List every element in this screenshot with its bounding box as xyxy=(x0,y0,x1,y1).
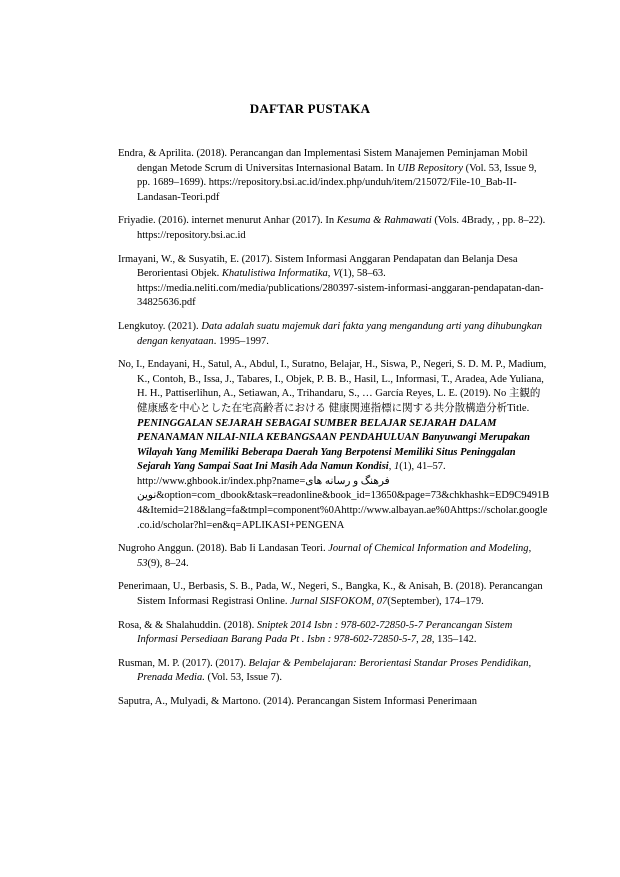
ref-source: UIB Repository xyxy=(397,162,464,174)
ref-text: , xyxy=(416,634,422,646)
ref-source: Khatulistiwa Informatika xyxy=(221,268,328,280)
reference-entry xyxy=(118,580,550,609)
ref-text: Lengkutoy. (2021). xyxy=(118,320,202,332)
reference-entry xyxy=(118,695,550,710)
ref-text: (September), 174–179. xyxy=(387,596,484,608)
ref-volume: 07 xyxy=(376,596,388,608)
ref-volume: 1 xyxy=(393,461,400,473)
ref-text: (Vol. 53, Issue 9, pp. 1689–1699). https://repository.bsi.ac.id/index.php/unduh/item/215072/File-10_Bab-II-Landasan-Teori.pdf xyxy=(137,162,537,203)
ref-source: Jurnal SISFOKOM xyxy=(290,596,372,608)
page-title: DAFTAR PUSTAKA xyxy=(249,101,371,116)
ref-text: (1), 41–57. http://www.ghbook.ir/index.php?name=فرهنگ و رسانه های نوین&option=com_dbook&task=readonline&book_id=13650&page=73&chkhashk=ED9C9491B4&Itemid=218&lang=fa&tmpl=component%0Ahttp://www.albayan.ae%0Ahttps://scholar.google.co.id/scholar?hl=en&q=APLIKASI+PENGENA xyxy=(137,461,550,531)
ref-text: , xyxy=(388,461,394,473)
ref-volume: 53 xyxy=(137,557,148,569)
ref-text: (1), 58–63. https://media.neliti.com/media/publications/280397-sistem-informasi-anggaran-pendapatan-dan-34825636.pdf xyxy=(137,268,544,309)
ref-text: No, I., Endayani, H., Satul, A., Abdul, I., Suratno, Belajar, H., Siswa, P., Negeri, S. D. M. P., Madium, K., Contoh, B., Issa, J., Tabares, I., Objek, P. B. B., Hasil, L., Informasi, T., Aradea, Ade Yuliana, H. H., Pattiserlihun, A., Setiawan, A., Trihandaru, S., … García Reyes, L. E. (2019). No 主観的健康感を中心とした在宅高齢者における 健康関連指標に関する共分散構造分析Title. xyxy=(118,359,547,414)
reference-entry xyxy=(118,320,550,349)
ref-source: Kesuma & Rahmawati xyxy=(336,215,432,227)
ref-text: Rosa, & & Shalahuddin. (2018). xyxy=(118,619,257,631)
ref-text: Irmayani, W., & Susyatih, E. (2017). Sistem Informasi Anggaran Pendapatan dan Belanja Desa Berorientasi Objek. xyxy=(118,253,518,280)
ref-volume: 28 xyxy=(421,634,432,646)
ref-text: Friyadie. (2016). internet menurut Anhar (2017). In xyxy=(118,215,337,227)
ref-text: (9), 8–24. xyxy=(147,557,189,569)
ref-source: Sniptek 2014 Isbn : 978-602-72850-5-7 Perancangan Sistem Informasi Persediaan Barang Pada Pt . Isbn : 978-602-72850-5-7 xyxy=(137,619,513,646)
ref-text: Rusman, M. P. (2017). (2017). xyxy=(118,657,249,669)
ref-source: Belajar & Pembelajaran: Berorientasi Standar Proses Pendidikan, Prenada Media. xyxy=(137,657,532,684)
ref-volume: V xyxy=(333,268,340,280)
reference-entry xyxy=(118,214,550,243)
ref-text: Nugroho Anggun. (2018). Bab Ii Landasan Teori. xyxy=(118,543,329,555)
ref-source: Data adalah suatu majemuk dari fakta yang mengandung arti yang dihubungkan dengan kenyataan xyxy=(137,320,542,347)
reference-entry xyxy=(118,619,550,648)
reference-entry xyxy=(118,147,550,205)
reference-entry xyxy=(118,253,550,311)
reference-list xyxy=(118,147,550,719)
ref-text: Saputra, A., Mulyadi, & Martono. (2014). Perancangan Sistem Informasi Penerimaan xyxy=(118,696,477,707)
reference-entry xyxy=(118,542,550,571)
ref-text: (Vols. 4Brady, , pp. 8–22). https://repository.bsi.ac.id xyxy=(137,215,546,241)
ref-source: Journal of Chemical Information and Modeling xyxy=(328,543,529,555)
ref-text: Endra, & Aprilita. (2018). Perancangan dan Implementasi Sistem Manajemen Peminjaman Mobil dengan Metode Scrum di Universitas Internasional Batam. In xyxy=(118,148,528,174)
reference-entry xyxy=(118,657,550,686)
reference-entry xyxy=(118,358,550,533)
ref-source: PENINGGALAN SEJARAH SEBAGAI SUMBER BELAJAR SEJARAH DALAM PENANAMAN NILAI-NILA KEBANGSAAN PENDAHULUAN Banyuwangi Merupakan Wilayah Yang Memiliki Beberapa Daerah Yang Berpotensi Memiliki Situs Peninggalan Sejarah Yang Sampai Saat Ini Masih Ada Namun Kondisi xyxy=(137,417,530,473)
ref-text: , 135–142. xyxy=(431,634,477,646)
ref-text: (Vol. 53, Issue 7). xyxy=(204,672,282,684)
ref-text: , xyxy=(371,596,377,608)
ref-text: . 1995–1997. xyxy=(213,335,269,347)
ref-text: Penerimaan, U., Berbasis, S. B., Pada, W., Negeri, S., Bangka, K., & Anisah, B. (2018). Perancangan Sistem Informasi Registrasi Online. xyxy=(118,581,543,608)
ref-text: , xyxy=(528,543,532,555)
ref-text: , xyxy=(327,268,333,280)
